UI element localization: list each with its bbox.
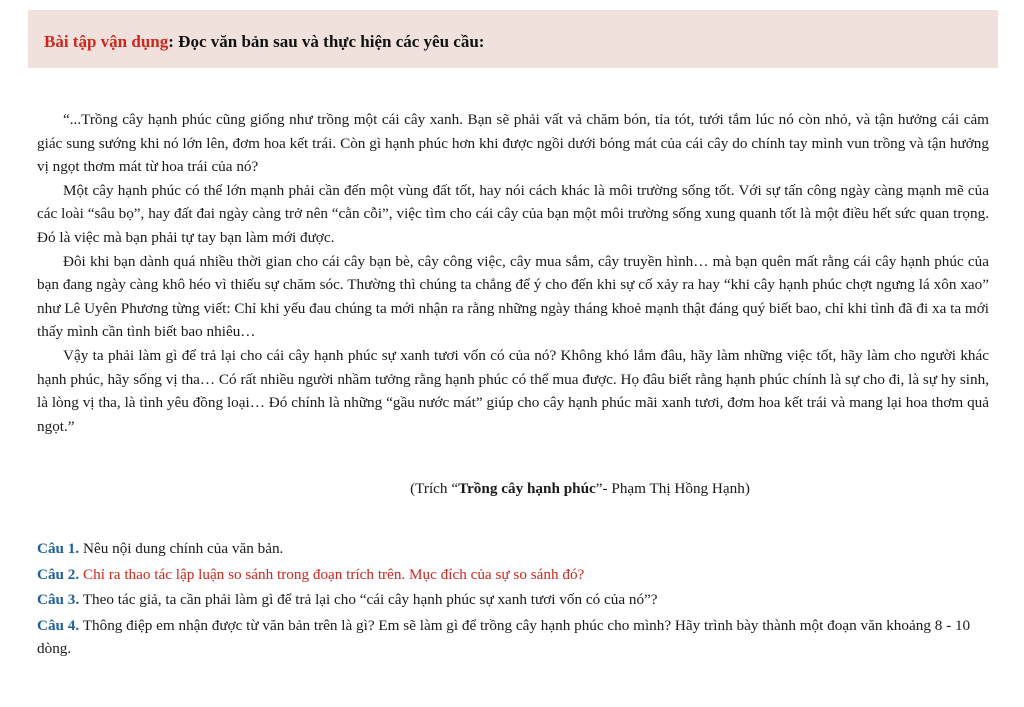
question-2 — [37, 563, 989, 587]
question-3 — [37, 588, 989, 612]
question-list — [37, 537, 989, 663]
passage-paragraph-1: “...Trồng cây hạnh phúc cũng giống như trồng một cái cây xanh. Bạn sẽ phải vất vả chăm bón, tỉa tót, tưới tắm lúc nó còn nhỏ, và tận hưởng cái cảm giác sung sướng khi nó lớn lên, đơm hoa kết trái. Còn gì hạnh phúc hơn khi được ngồi dưới bóng mát của cái cây do chính tay mình vun trồng và tận hưởng vị ngọt thơm mát từ hoa trái của nó? — [37, 111, 989, 176]
citation-prefix: (Trích “ — [410, 480, 459, 497]
citation-suffix: ”- Phạm Thị Hồng Hạnh) — [595, 480, 750, 497]
question-label: Câu 2. — [37, 565, 80, 583]
question-label: Câu 1. — [37, 540, 80, 557]
question-4 — [37, 614, 989, 661]
question-text: Nêu nội dung chính của văn bản. — [79, 540, 284, 557]
source-citation — [0, 480, 1024, 498]
passage-paragraph-4: Vậy ta phải làm gì để trả lại cho cái cây hạnh phúc sự xanh tươi vốn có của nó? Không khó lắm đâu, hãy làm những việc tốt, hãy làm cho người khác hạnh phúc, hãy sống vị tha… Có rất nhiều người nhầm tưởng rằng hạnh phúc có thể mua được. Họ đâu biết rằng hạnh phúc chính là sự cho đi, là sự hy sinh, là lòng vị tha, là tình yêu đồng loại… Đó chính là những “gầu nước mát” giúp cho cây hạnh phúc mãi xanh tươi, đơm hoa kết trái và mang lại hoa thơm quả ngọt.” — [37, 346, 989, 435]
reading-passage — [37, 108, 989, 438]
question-label: Câu 3. — [37, 591, 80, 609]
exercise-label: Bài tập vận dụng — [44, 32, 169, 51]
passage-paragraph-2: Một cây hạnh phúc có thể lớn mạnh phải cần đến một vùng đất tốt, hay nói cách khác là môi trường sống tốt. Với sự tấn công ngày càng mạnh mẽ của các loài “sâu bọ”, hay đất đai ngày càng trở nên “cằn cỗi”, việc tìm cho cái cây của bạn một môi trường sống xung quanh tốt là một điều hết sức quan trọng. Đó là việc mà bạn phải tự tay bạn làm mới được. — [37, 181, 989, 246]
question-text: Thông điệp em nhận được từ văn bản trên là gì? Em sẽ làm gì để trồng cây hạnh phúc cho mình? Hãy trình bày thành một đoạn văn khoảng 8 - 10 dòng. — [37, 616, 971, 658]
citation-title: Trồng cây hạnh phúc — [458, 480, 596, 497]
exercise-instruction: : Đọc văn bản sau và thực hiện các yêu cầu: — [168, 32, 485, 51]
question-label: Câu 4. — [37, 616, 80, 634]
question-1 — [37, 537, 989, 561]
question-text: Theo tác giả, ta cần phải làm gì để trả lại cho “cái cây hạnh phúc sự xanh tươi vốn có của nó”? — [79, 591, 658, 609]
passage-paragraph-3: Đôi khi bạn dành quá nhiều thời gian cho cái cây bạn bè, cây công việc, cây mua sắm, cây truyền hình… mà bạn quên mất rằng cái cây hạnh phúc của bạn đang ngày càng khô héo vì thiếu sự chăm sóc. Thường thì chúng ta chẳng để ý cho đến khi sự cố xảy ra hay “khi cây hạnh phúc chợt ngưng lá xôn xao” như Lê Uyên Phương từng viết: Chỉ khi yếu đau chúng ta mới nhận ra rằng những ngày tháng khoẻ mạnh thật đáng quý biết bao, chỉ khi tình đã đi xa ta mới thấy mình cần tình biết bao nhiêu… — [37, 252, 989, 341]
exercise-header — [28, 10, 998, 68]
question-text: Chỉ ra thao tác lập luận so sánh trong đoạn trích trên. Mục đích của sự so sánh đó? — [79, 565, 585, 583]
